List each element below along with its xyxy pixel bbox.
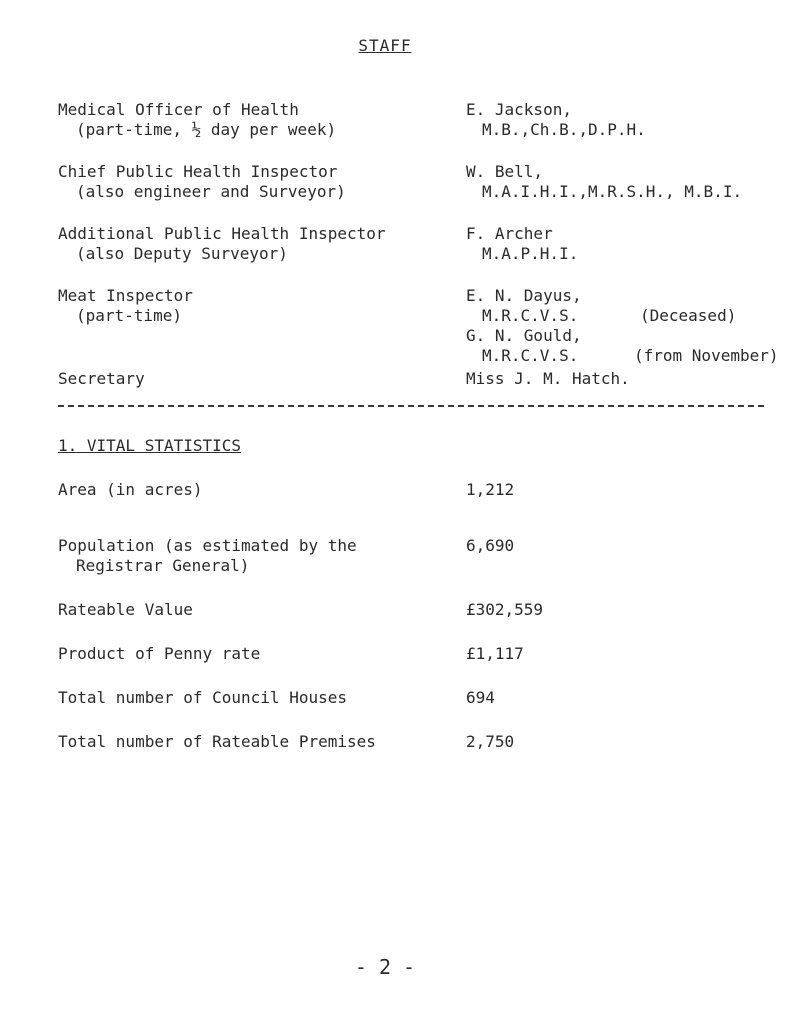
- stat-label-area: Area (in acres): [58, 480, 203, 499]
- staff-role-mooh-detail: (part-time, ½ day per week): [76, 120, 337, 139]
- staff-qual-meat-2: M.R.C.V.S.: [482, 346, 579, 365]
- staff-name-aphi: F. Archer: [466, 224, 553, 243]
- staff-name-meat-2: G. N. Gould,: [466, 326, 582, 345]
- staff-role-meat: Meat Inspector: [58, 286, 193, 305]
- staff-qual-aphi: M.A.P.H.I.: [482, 244, 579, 263]
- stat-value-penny-rate: £1,117: [466, 644, 524, 663]
- staff-role-aphi: Additional Public Health Inspector: [58, 224, 386, 243]
- staff-role-meat-detail: (part-time): [76, 306, 182, 325]
- staff-qual-cphi: M.A.I.H.I.,M.R.S.H., M.B.I.: [482, 182, 743, 201]
- stat-value-rateable-premises: 2,750: [466, 732, 515, 751]
- stat-value-population: 6,690: [466, 536, 515, 555]
- stat-value-area: 1,212: [466, 480, 515, 499]
- page-number: - 2 -: [354, 955, 416, 979]
- staff-qual-meat-1: M.R.C.V.S.: [482, 306, 579, 325]
- staff-role-aphi-detail: (also Deputy Surveyor): [76, 244, 288, 263]
- stat-label-council-houses: Total number of Council Houses: [58, 688, 347, 707]
- staff-name-meat-1: E. N. Dayus,: [466, 286, 582, 305]
- staff-note-from-november: (from November): [634, 346, 779, 365]
- staff-role-mooh: Medical Officer of Health: [58, 100, 299, 119]
- section-divider: [58, 405, 764, 407]
- staff-role-cphi-detail: (also engineer and Surveyor): [76, 182, 346, 201]
- staff-name-secretary: Miss J. M. Hatch.: [466, 369, 630, 388]
- stat-value-council-houses: 694: [466, 688, 495, 707]
- page-title: STAFF: [358, 36, 412, 55]
- section-heading-vital-statistics: 1. VITAL STATISTICS: [58, 436, 242, 455]
- stat-value-rateable-value: £302,559: [466, 600, 544, 619]
- stat-label-rateable-premises: Total number of Rateable Premises: [58, 732, 376, 751]
- stat-label-population-2: Registrar General): [76, 556, 250, 575]
- stat-label-population: Population (as estimated by the: [58, 536, 357, 555]
- staff-note-deceased: (Deceased): [640, 306, 737, 325]
- staff-qual-mooh: M.B.,Ch.B.,D.P.H.: [482, 120, 646, 139]
- stat-label-penny-rate: Product of Penny rate: [58, 644, 261, 663]
- stat-label-rateable-value: Rateable Value: [58, 600, 193, 619]
- staff-role-cphi: Chief Public Health Inspector: [58, 162, 338, 181]
- staff-name-cphi: W. Bell,: [466, 162, 544, 181]
- staff-name-mooh: E. Jackson,: [466, 100, 572, 119]
- staff-role-secretary: Secretary: [58, 369, 145, 388]
